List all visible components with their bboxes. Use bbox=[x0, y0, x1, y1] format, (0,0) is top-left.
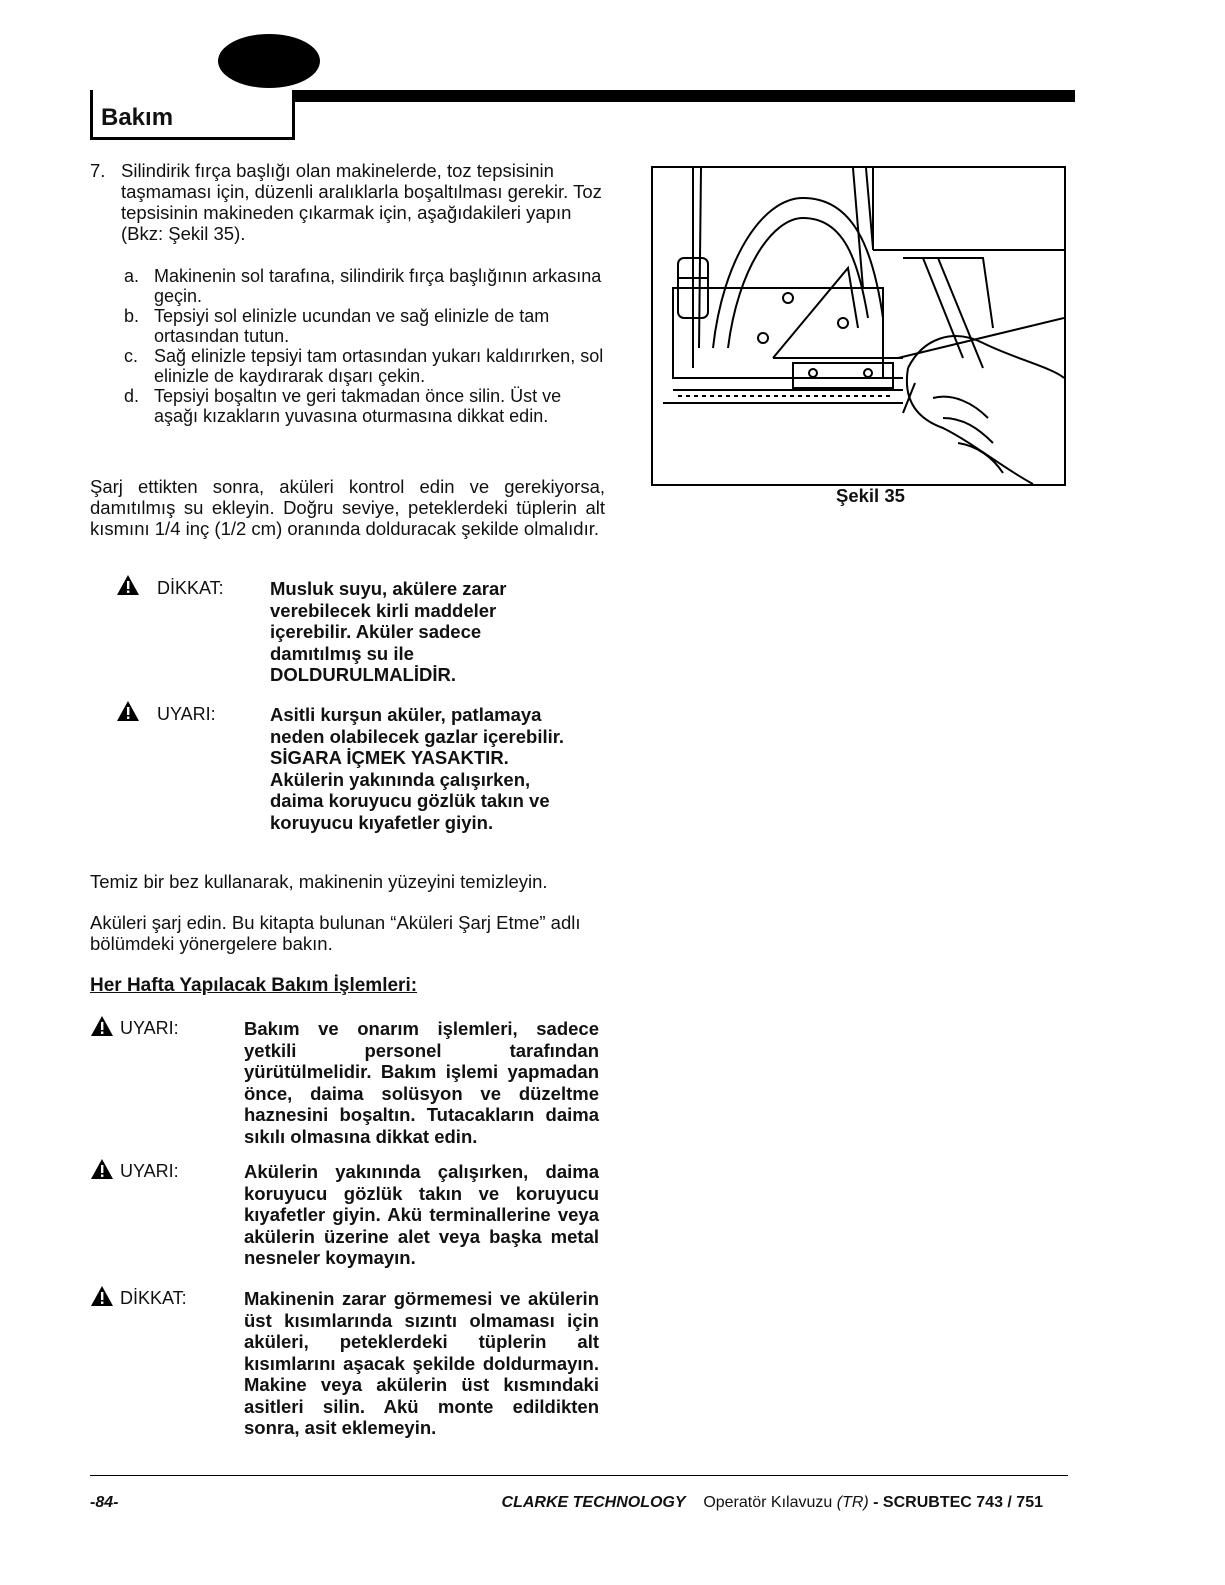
figure-35-box bbox=[651, 166, 1066, 486]
footer-manual: Operatör Kılavuzu bbox=[703, 1494, 833, 1511]
substep-letter: a. bbox=[124, 266, 140, 286]
notice-label: DİKKAT: bbox=[120, 1288, 187, 1308]
step-7 bbox=[90, 160, 605, 244]
footer-brand: CLARKE TECHNOLOGY bbox=[501, 1494, 686, 1511]
section-title: Bakım bbox=[101, 104, 174, 131]
warning-triangle-icon bbox=[90, 1158, 114, 1180]
footer-rule bbox=[90, 1475, 1068, 1476]
substep-letter: d. bbox=[124, 386, 140, 406]
dust-tray-illustration bbox=[653, 168, 1064, 484]
notice-label: UYARI: bbox=[120, 1161, 179, 1181]
charge-instruction-paragraph: Aküleri şarj edin. Bu kitapta bulunan “Aküleri Şarj Etme” adlı bölümdeki yönergelere bakın. bbox=[90, 912, 581, 954]
substep-a bbox=[90, 266, 605, 306]
notice-label: UYARI: bbox=[120, 1018, 179, 1038]
substep-list bbox=[90, 266, 605, 426]
footer-model: - SCRUBTEC 743 / 751 bbox=[873, 1494, 1043, 1511]
warning-triangle-icon bbox=[90, 1015, 114, 1037]
notice-text: Asitli kurşun aküler, patlamaya neden olabilecek gazlar içerebilir. SİGARA İÇMEK YASAKTIR. Akülerin yakınında çalışırken, daima koruyucu gözlük takın ve koruyucu kıyafetler giyin. bbox=[270, 704, 565, 833]
notice-text: Bakım ve onarım işlemleri, sadece yetkili personel tarafından yürütülmelidir. Bakım işlemi yapmadan önce, daima solüsyon ve düzeltme haznesini boşaltın. Tutacakların daima sıkılı olmasına dikkat edin. bbox=[244, 1018, 599, 1147]
warning-triangle-icon bbox=[116, 700, 140, 722]
section-tab-marker bbox=[218, 34, 320, 88]
substep-c bbox=[90, 346, 605, 386]
substep-text: Tepsiyi sol elinizle ucundan ve sağ elinizle de tam ortasından tutun. bbox=[154, 306, 550, 346]
notice-label: UYARI: bbox=[157, 704, 216, 724]
substep-d bbox=[90, 386, 605, 426]
footer-title bbox=[502, 1494, 1043, 1512]
substep-letter: c. bbox=[124, 346, 139, 366]
notice-text: Akülerin yakınında çalışırken, daima koruyucu gözlük takın ve koruyucu kıyafetler giyin. Akü terminallerine veya akülerin üzerine alet veya başka metal nesneler koymayın. bbox=[244, 1161, 599, 1268]
notice-label: DİKKAT: bbox=[157, 578, 224, 598]
footer-lang: (TR) bbox=[836, 1494, 869, 1511]
substep-text: Tepsiyi boşaltın ve geri takmadan önce silin. Üst ve aşağı kızakların yuvasına oturmasına dikkat edin. bbox=[154, 386, 562, 426]
substep-text: Makinenin sol tarafına, silindirik fırça başlığının arkasına geçin. bbox=[154, 266, 602, 306]
charge-check-paragraph: Şarj ettikten sonra, aküleri kontrol edin ve gerekiyorsa, damıtılmış su ekleyin. Doğru seviye, peteklerdeki tüplerin alt kısmını 1/4 inç (1/2 cm) oranında dolduracak şekilde olmalıdır. bbox=[90, 476, 605, 539]
step-text: Silindirik fırça başlığı olan makinelerde, toz tepsisinin taşmaması için, düzenli aralıklarla boşaltılması gerekir. Toz tepsisinin makineden çıkarmak için, aşağıdakileri yapın (Bkz: Şekil 35). bbox=[121, 160, 602, 244]
substep-letter: b. bbox=[124, 306, 140, 326]
figure-caption: Şekil 35 bbox=[836, 485, 905, 506]
clean-paragraph: Temiz bir bez kullanarak, makinenin yüzeyini temizleyin. bbox=[90, 871, 548, 892]
warning-triangle-icon bbox=[116, 574, 140, 596]
substep-text: Sağ elinizle tepsiyi tam ortasından yukarı kaldırırken, sol elinizle de kaydırarak dışarı çekin. bbox=[154, 346, 604, 386]
weekly-maintenance-heading: Her Hafta Yapılacak Bakım İşlemleri: bbox=[90, 975, 418, 996]
warning-triangle-icon bbox=[90, 1285, 114, 1307]
notice-text: Musluk suyu, akülere zarar verebilecek kirli maddeler içerebilir. Aküler sadece damıtılmış su ile DOLDURULMALİDİR. bbox=[270, 578, 507, 685]
step-number: 7. bbox=[90, 160, 106, 181]
notice-text: Makinenin zarar görmemesi ve akülerin üst kısımlarında sızıntı olmaması için aküleri, peteklerdeki tüplerin alt kısımlarını aşacak şekilde doldurmayın. Makine veya akülerin üst kısmındaki asitleri silin. Akü monte edildikten sonra, asit eklemeyin. bbox=[244, 1288, 599, 1438]
page-number: -84- bbox=[90, 1494, 119, 1511]
substep-b bbox=[90, 306, 605, 346]
section-header-box bbox=[90, 90, 295, 140]
